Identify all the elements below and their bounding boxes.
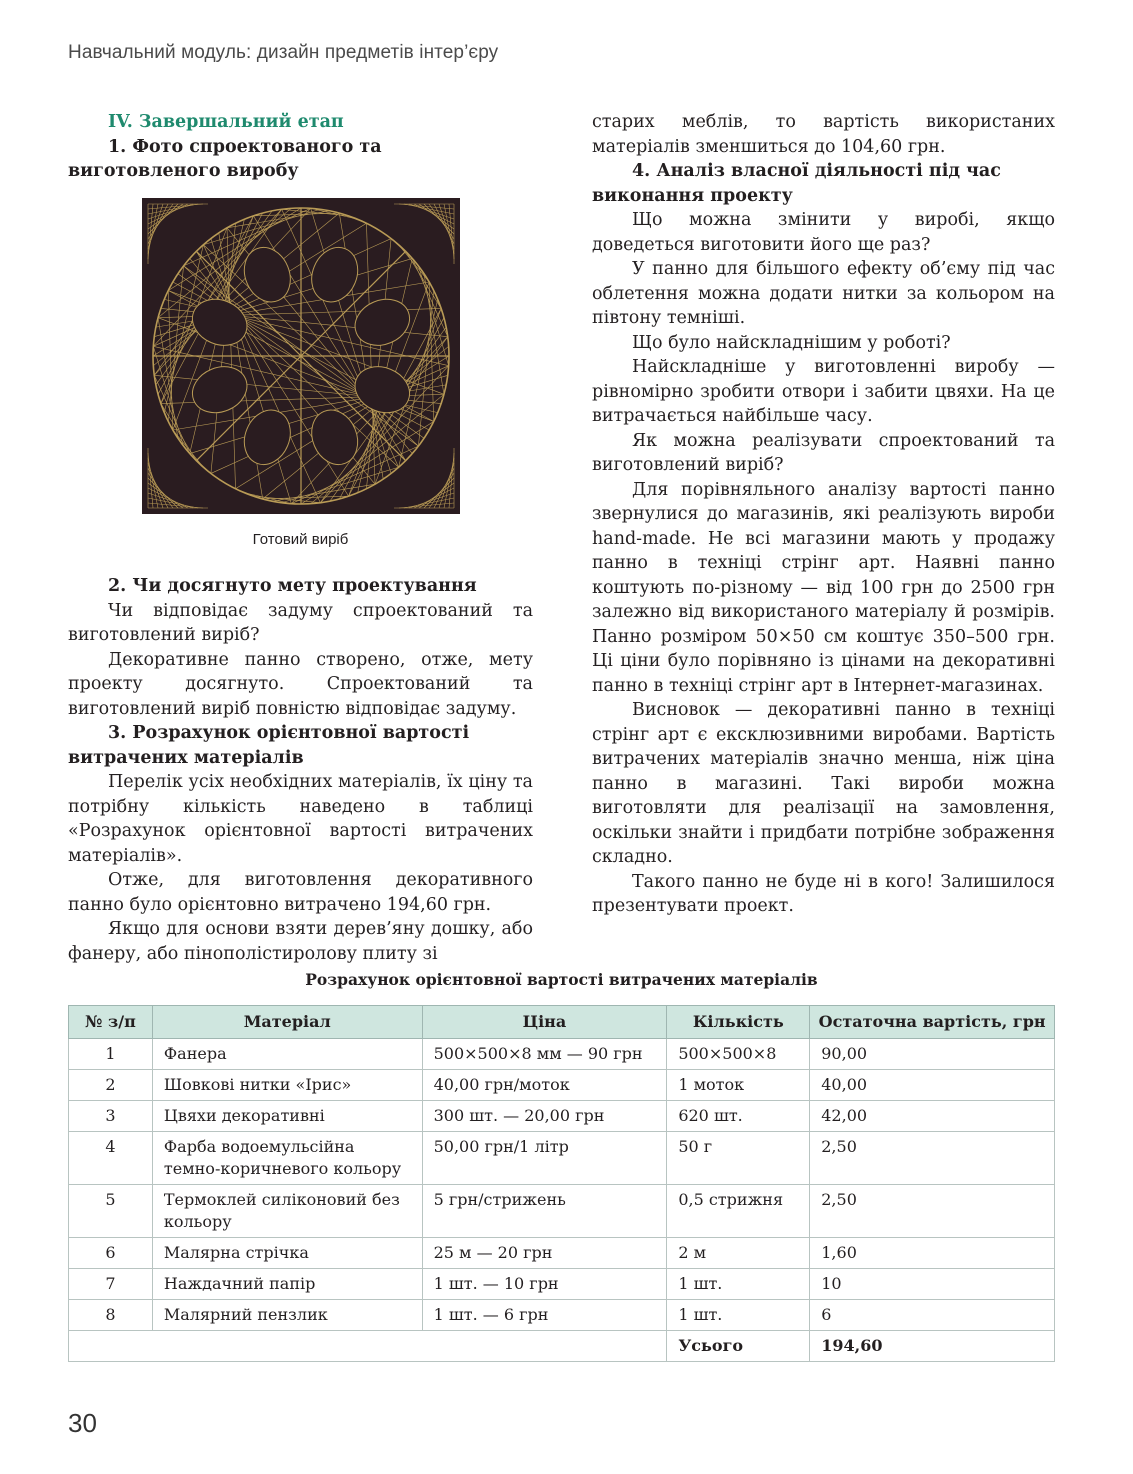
column-header: Кількість: [667, 1006, 810, 1039]
table-cell: 500×500×8 мм — 90 грн: [422, 1039, 667, 1070]
table-row: [69, 1101, 1055, 1132]
total-value: 194,60: [810, 1331, 1055, 1362]
section-heading-1: 1. Фото спроектованого та виготовленого виробу: [68, 136, 382, 181]
paragraph: старих меблів, то вартість використаних матеріалів зменшиться до 104,60 грн.: [592, 112, 1055, 157]
table-cell: 6: [810, 1300, 1055, 1331]
paragraph: Для порівняльного аналізу вартості панно звернулися до магазинів, які реалізують вироби hand-made. Не всі магазини мають у продажу панно в техніці стрінг арт. Наявні панно коштують по-різному — від 100 грн до 2500 грн залежно від використаного матеріалу й розмірів. Панно розміром 50×50 см коштує 350–500 грн. Ці ціни було порівняно із цінами на декоративні панно в техніці стрінг арт в Інтернет-магазинах.: [592, 479, 1055, 696]
table-cell: Наждачний папір: [152, 1269, 422, 1300]
table-cell: 25 м — 20 грн: [422, 1238, 667, 1269]
table-cell: 2,50: [810, 1185, 1055, 1238]
table-cell: 4: [69, 1132, 153, 1185]
section-heading-4: 4. Аналіз власної діяльності під час виконання проекту: [592, 161, 1001, 206]
table-cell: 1 моток: [667, 1070, 810, 1101]
table-cell: 6: [69, 1238, 153, 1269]
table-cell: Малярна стрічка: [152, 1238, 422, 1269]
table-cell: 50 г: [667, 1132, 810, 1185]
table-cell: 1 шт.: [667, 1300, 810, 1331]
table-total-row: [69, 1331, 1055, 1362]
table-cell: 1,60: [810, 1238, 1055, 1269]
materials-table: [68, 1005, 1055, 1362]
table-header-row: [69, 1006, 1055, 1039]
paragraph: Якщо для основи взяти дерев’яну дошку, або фанеру, або пінополістиролову плиту зі: [68, 919, 533, 964]
left-column: [68, 110, 533, 966]
table-row: [69, 1039, 1055, 1070]
string-art-photo: [142, 198, 460, 514]
table-cell: 90,00: [810, 1039, 1055, 1070]
table-cell: 10: [810, 1269, 1055, 1300]
table-cell: 1 шт. — 10 грн: [422, 1269, 667, 1300]
paragraph: Висновок — декоративні панно в техніці стрінг арт є ексклюзивними виробами. Вартість витрачених матеріалів значно менша, ніж ціна панно в магазині. Такі вироби можна виготовляти для реалізації на замовлення, оскільки знайти і придбати потрібне зображення складно.: [592, 700, 1055, 867]
table-cell: 300 шт. — 20,00 грн: [422, 1101, 667, 1132]
page-number: 30: [68, 1408, 97, 1438]
right-column: [592, 110, 1055, 919]
column-header: Остаточна вартість, грн: [810, 1006, 1055, 1039]
paragraph: Чи відповідає задуму спроектований та виготовлений виріб?: [68, 600, 533, 645]
table-row: [69, 1269, 1055, 1300]
paragraph: Перелік усіх необхідних матеріалів, їх ціну та потрібну кількість наведено в таблиці «Розрахунок орієнтовної вартості витрачених матеріалів».: [68, 772, 533, 866]
table-cell: 2: [69, 1070, 153, 1101]
paragraph: Як можна реалізувати спроектований та виготовлений виріб?: [592, 430, 1055, 475]
total-label: Усього: [667, 1331, 810, 1362]
column-header: Матеріал: [152, 1006, 422, 1039]
table-cell: Малярний пензлик: [152, 1300, 422, 1331]
table-row: [69, 1238, 1055, 1269]
paragraph: Отже, для виготовлення декоративного панно було орієнтовно витрачено 194,60 грн.: [68, 870, 533, 915]
section-heading-2: 2. Чи досягнуто мету проектування: [108, 576, 477, 596]
table-cell: 7: [69, 1269, 153, 1300]
table-cell: 1 шт. — 6 грн: [422, 1300, 667, 1331]
paragraph: Найскладніше у виготовленні виробу — рівномірно зробити отвори і забити цвяхи. На це витрачається найбільше часу.: [592, 357, 1055, 426]
paragraph: Що можна змінити у виробі, якщо доведеться виготовити його ще раз?: [592, 210, 1055, 255]
table-cell: 1 шт.: [667, 1269, 810, 1300]
table-cell: 2 м: [667, 1238, 810, 1269]
table-row: [69, 1185, 1055, 1238]
table-cell: 42,00: [810, 1101, 1055, 1132]
table-cell: 2,50: [810, 1132, 1055, 1185]
table-row: [69, 1070, 1055, 1101]
table-row: [69, 1300, 1055, 1331]
table-cell: Термоклей силіконовий без кольору: [152, 1185, 422, 1238]
figure: [68, 198, 533, 514]
table-cell: 500×500×8: [667, 1039, 810, 1070]
table-cell: Цвяхи декоративні: [152, 1101, 422, 1132]
table-row: [69, 1132, 1055, 1185]
table-cell: 5: [69, 1185, 153, 1238]
running-title: Навчальний модуль: дизайн предметів інтер’єру: [68, 42, 499, 63]
table-cell: 8: [69, 1300, 153, 1331]
paragraph: Такого панно не буде ні в кого! Залишилося презентувати проект.: [592, 871, 1055, 916]
table-cell: Шовкові нитки «Ірис»: [152, 1070, 422, 1101]
column-header: Ціна: [422, 1006, 667, 1039]
section-heading-3: 3. Розрахунок орієнтовної вартості витрачених матеріалів: [68, 723, 470, 768]
table-cell: 0,5 стрижня: [667, 1185, 810, 1238]
figure-caption: Готовий виріб: [252, 530, 349, 548]
table-cell: 50,00 грн/1 літр: [422, 1132, 667, 1185]
table-cell: 3: [69, 1101, 153, 1132]
paragraph: У панно для більшого ефекту об’єму під час облетення можна додати нитки за кольором на півтону темніші.: [592, 259, 1055, 328]
table-cell: 5 грн/стрижень: [422, 1185, 667, 1238]
table-title: Розрахунок орієнтовної вартості витрачених матеріалів: [305, 970, 818, 989]
table-cell: 1: [69, 1039, 153, 1070]
column-header: № з/п: [69, 1006, 153, 1039]
stage-title: IV. Завершальний етап: [108, 112, 344, 132]
table-cell-empty: [69, 1331, 667, 1362]
paragraph: Що було найскладнішим у роботі?: [632, 332, 951, 353]
table-cell: Фарба водоемульсійна темно-коричневого кольору: [152, 1132, 422, 1185]
table-cell: 40,00 грн/моток: [422, 1070, 667, 1101]
table-cell: 40,00: [810, 1070, 1055, 1101]
paragraph: Декоративне панно створено, отже, мету проекту досягнуто. Спроектований та виготовлений виріб повністю відповідає задуму.: [68, 649, 533, 719]
table-cell: 620 шт.: [667, 1101, 810, 1132]
table-cell: Фанера: [152, 1039, 422, 1070]
